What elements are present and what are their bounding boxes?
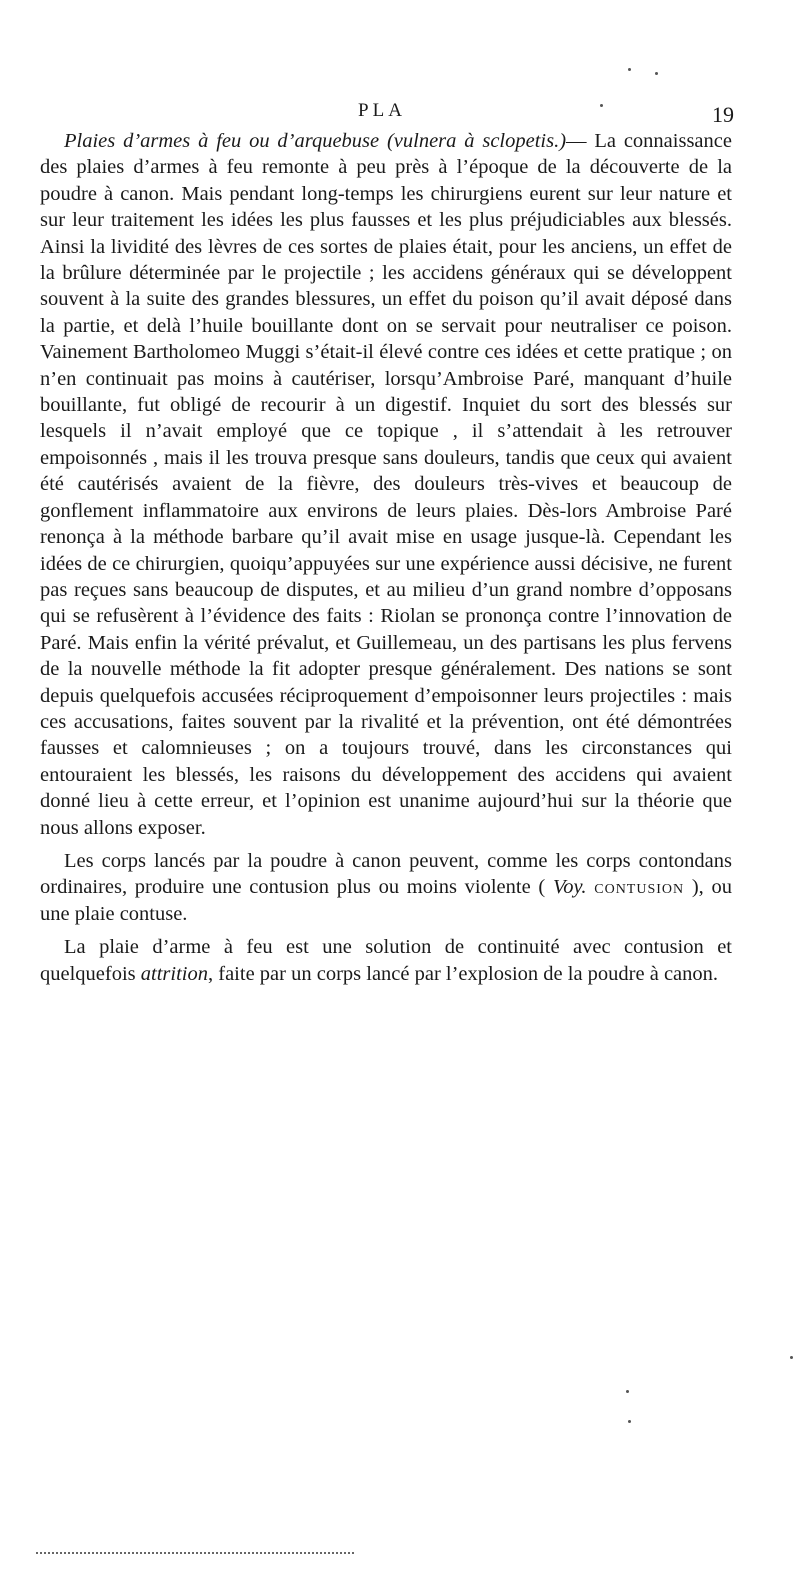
paragraph-text-after: , faite par un corps lancé par l’explosion de la poudre à canon. xyxy=(208,962,719,985)
print-speck xyxy=(628,1420,631,1423)
paragraph-gunshot-wounds xyxy=(40,128,732,841)
paragraph-text-after: ), ou une plaie contuse. xyxy=(40,876,733,925)
paragraph-text-before: Les corps lancés par la poudre à canon peuvent, comme les corps contondans ordinaires, produire une contusion plus ou moins violente ( xyxy=(40,849,732,899)
print-speck xyxy=(790,1356,793,1359)
body-text xyxy=(40,128,732,994)
cross-reference-term: contusion xyxy=(594,876,685,899)
running-head xyxy=(34,100,734,130)
paragraph-text: La connaissance des plaies d’armes à feu remonte à peu près à l’époque de la découverte de la poudre à canon. Mais pendant long-temps les chirurgiens eurent sur leur nature et sur leur traitement les idées les plus fausses et les plus préjudiciables aux blessés. Ainsi la lividité des lèvres de ces sortes de plaies était, pour les anciens, un effet de la brûlure déterminée par le projectile ; les accidens généraux qui se développent souvent à la suite des grandes blessures, un effet du poison qu’il avait déposé dans la partie, et delà l’huile bouillante dont on se servait pour neutraliser ce poison. Vainement Bartholomeo Muggi s’était-il élevé contre ces idées et cette pratique ; on n’en continuait pas moins à cautériser, lorsqu’Ambroise Paré, manquant d’huile bouillante, fut obligé de recourir à un digestif. Inquiet du sort des blessés sur lesquels il n’avait employé que ce topique , il s’attendait à les retrouver empoisonnés , mais il les trouva presque sans douleurs, tandis que ceux qui avaient été cautérisés avaient de la fièvre, des douleurs très-vives et beaucoup de gonflement inflammatoire aux environs de leurs plaies. Dès-lors Ambroise Paré renonça à la méthode barbare qu’il avait mise en usage jusque-là. Cependant les idées de ce chirurgien, quoiqu’appuyées sur une expérience aussi décisive, ne furent pas reçues sans beaucoup de disputes, et au milieu d’un grand nombre d’opposans qui se refusèrent à l’évidence des faits : Riolan se prononça contre l’innovation de Paré. Mais enfin la vérité prévalut, et Guillemeau, un des partisans les plus fervens de la nouvelle méthode la fit adopter presque généralement. Des nations se sont depuis quelquefois accusées réciproquement d’empoisonner leurs projectiles : mais ces accusations, faites souvent par la rivalité et la prévention, ont été démontrées fausses et calomnieuses ; on a toujours trouvé, dans les circonstances qui entouraient les blessés, les raisons du développement des accidens qui avaient donné lieu à cette erreur, et l’opinion est unanime aujourd’hui sur la théorie que nous allons exposer. xyxy=(40,130,732,839)
print-speck xyxy=(655,72,658,75)
print-speck xyxy=(628,68,631,71)
print-speck xyxy=(626,1390,629,1393)
italic-term-attrition: attrition xyxy=(140,962,208,985)
page-number: 19 xyxy=(712,102,734,127)
paragraph-definition xyxy=(40,934,732,987)
cross-reference-voy: Voy. xyxy=(552,876,587,899)
running-head-title: PLA xyxy=(358,100,406,121)
subhead-dash: — xyxy=(566,130,587,152)
paragraph-contusion xyxy=(40,848,732,927)
paragraph-text-before: La plaie d’arme à feu est une solution de continuité avec contusion et quelquefois xyxy=(40,936,732,985)
print-speck xyxy=(600,104,603,107)
section-subhead: Plaies d’armes à feu ou d’arquebuse (vulnera à sclopetis.) xyxy=(64,130,567,152)
footer-dotted-rule xyxy=(36,1552,354,1554)
